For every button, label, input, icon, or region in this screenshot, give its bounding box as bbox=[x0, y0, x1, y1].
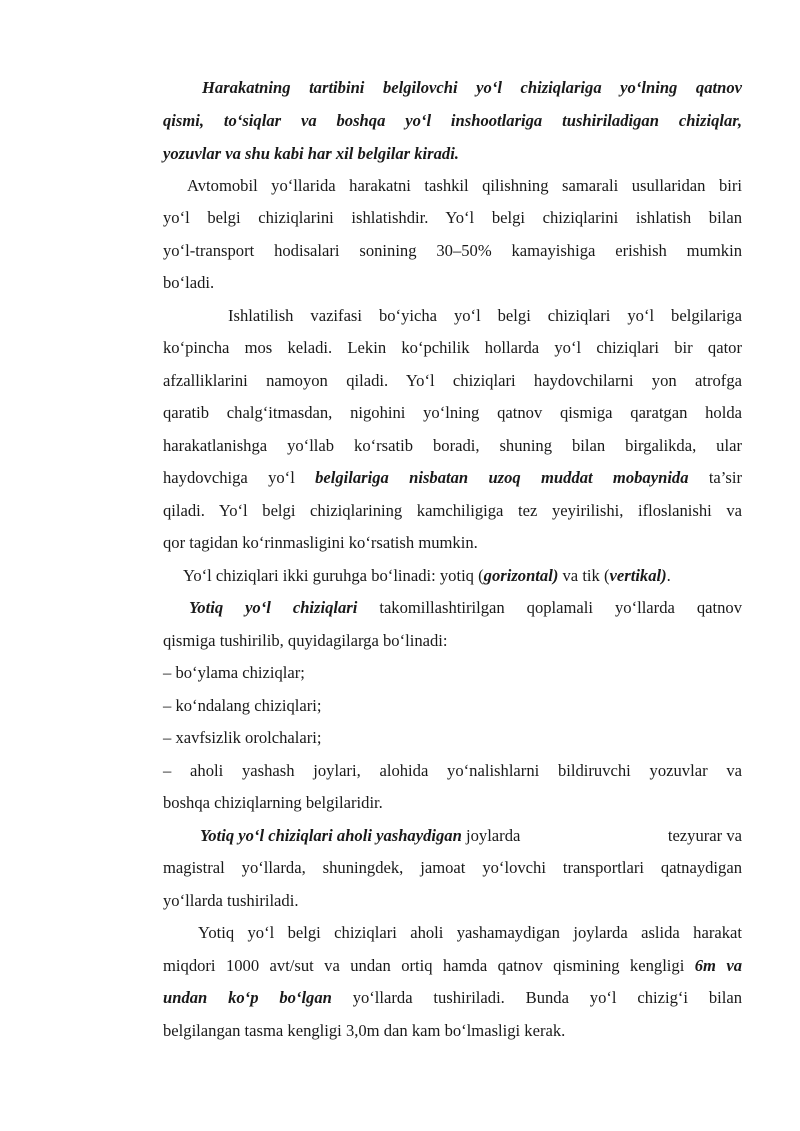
paragraph-3-line-7: qiladi. Yo‘l belgi chiziqlarining kamchiligiga tez yeyirilishi, ifloslanishi va bbox=[163, 501, 742, 520]
paragraph-3-emphasis: belgilariga nisbatan uzoq muddat mobaynida bbox=[315, 468, 689, 487]
paragraph-4-text-3: . bbox=[666, 566, 671, 585]
paragraph-7-line-3 bbox=[163, 983, 742, 1013]
paragraph-3-line-2: ko‘pincha mos keladi. Lekin ko‘pchilik hollarda yo‘l chiziqlari bir qator bbox=[163, 338, 742, 357]
paragraph-5-emphasis: Yotiq yo‘l chiziqlari bbox=[189, 598, 358, 617]
paragraph-3-line-6 bbox=[163, 463, 742, 493]
intro-line-2: qismi, to‘siqlar va boshqa yo‘l inshootlariga tushiriladigan chiziqlar, bbox=[163, 111, 742, 130]
paragraph-6-line-1-end: tezyurar va bbox=[667, 826, 742, 845]
paragraph-3-line-6-end: ta’sir bbox=[688, 468, 742, 487]
paragraph-3-line-5: harakatlanishga yo‘llab ko‘rsatib boradi, shuning bilan birgalikda, ular bbox=[163, 436, 742, 455]
intro-line-1: Harakatning tartibini belgilovchi yo‘l chiziqlariga yo‘lning qatnov bbox=[202, 78, 742, 97]
paragraph-7-line-3-rest: yo‘llarda tushiriladi. Bunda yo‘l chizig‘i bilan bbox=[331, 988, 742, 1007]
paragraph-2-line-1: Avtomobil yo‘llarida harakatni tashkil qilishning samarali usullaridan biri bbox=[187, 176, 742, 195]
intro-line-3: yozuvlar va shu kabi har xil belgilar kiradi. bbox=[163, 144, 459, 163]
paragraph-5-line-1 bbox=[189, 593, 742, 623]
paragraph-5-line-1-rest: takomillashtirilgan qoplamali yo‘llarda qatnov bbox=[357, 598, 742, 617]
paragraph-6-line-2: magistral yo‘llarda, shuningdek, jamoat yo‘lovchi transportlari qatnaydigan bbox=[163, 858, 742, 877]
list-item: – ko‘ndalang chiziqlari; bbox=[163, 696, 322, 715]
paragraph-7-line-1: Yotiq yo‘l belgi chiziqlari aholi yashamaydigan joylarda aslida harakat bbox=[198, 923, 742, 942]
list-item: – bo‘ylama chiziqlar; bbox=[163, 663, 305, 682]
paragraph-4-text-2: va tik ( bbox=[558, 566, 610, 585]
paragraph-4-text-1: Yo‘l chiziqlari ikki guruhga bo‘linadi: yotiq ( bbox=[183, 566, 484, 585]
paragraph-6-line-1-mid: joylarda bbox=[461, 826, 521, 845]
paragraph-6-line-3: yo‘llarda tushiriladi. bbox=[163, 891, 299, 910]
horizontal-term: gorizontal) bbox=[483, 566, 559, 585]
paragraph-2-line-2: yo‘l belgi chiziqlarini ishlatishdir. Yo‘l belgi chiziqlarini ishlatish bilan bbox=[163, 208, 742, 227]
paragraph-3-line-8: qor tagidan ko‘rinmasligini ko‘rsatish mumkin. bbox=[163, 533, 478, 552]
paragraph-2-line-3: yo‘l-transport hodisalari sonining 30–50% kamayishiga erishish mumkin bbox=[163, 241, 742, 260]
vertical-term: vertikal) bbox=[609, 566, 667, 585]
paragraph-2-line-4: bo‘ladi. bbox=[163, 273, 215, 292]
paragraph-3-line-4: qaratib chalg‘itmasdan, nigohini yo‘lning qatnov qismiga qaratgan holda bbox=[163, 403, 742, 422]
paragraph-7-emphasis-2: undan ko‘p bo‘lgan bbox=[163, 988, 332, 1007]
paragraph-3-line-1: Ishlatilish vazifasi bo‘yicha yo‘l belgi chiziqlari yo‘l belgilariga bbox=[228, 306, 742, 325]
paragraph-3-line-3: afzalliklarini namoyon qiladi. Yo‘l chiziqlari haydovchilarni yon atrofga bbox=[163, 371, 742, 390]
paragraph-4-line bbox=[183, 561, 742, 591]
paragraph-6-emphasis: Yotiq yo‘l chiziqlari aholi yashaydigan bbox=[200, 826, 462, 845]
list-item: – xavfsizlik orolchalari; bbox=[163, 728, 322, 747]
list-item-4-line-2: boshqa chiziqlarning belgilaridir. bbox=[163, 793, 383, 812]
paragraph-7-line-2-start: miqdori 1000 avt/sut va undan ortiq hamda qatnov qismining kengligi bbox=[163, 956, 695, 975]
paragraph-6-line-1 bbox=[200, 821, 742, 851]
paragraph-7-emphasis-1: 6m va bbox=[694, 956, 743, 975]
paragraph-7-line-4: belgilangan tasma kengligi 3,0m dan kam bo‘lmasligi kerak. bbox=[163, 1021, 566, 1040]
paragraph-3-line-6-start: haydovchiga yo‘l bbox=[163, 468, 316, 487]
list-item-4-line-1: – aholi yashash joylari, alohida yo‘nalishlarni bildiruvchi yozuvlar va bbox=[163, 761, 742, 780]
paragraph-7-line-2 bbox=[163, 951, 742, 981]
paragraph-5-line-2: qismiga tushirilib, quyidagilarga bo‘linadi: bbox=[163, 631, 448, 650]
